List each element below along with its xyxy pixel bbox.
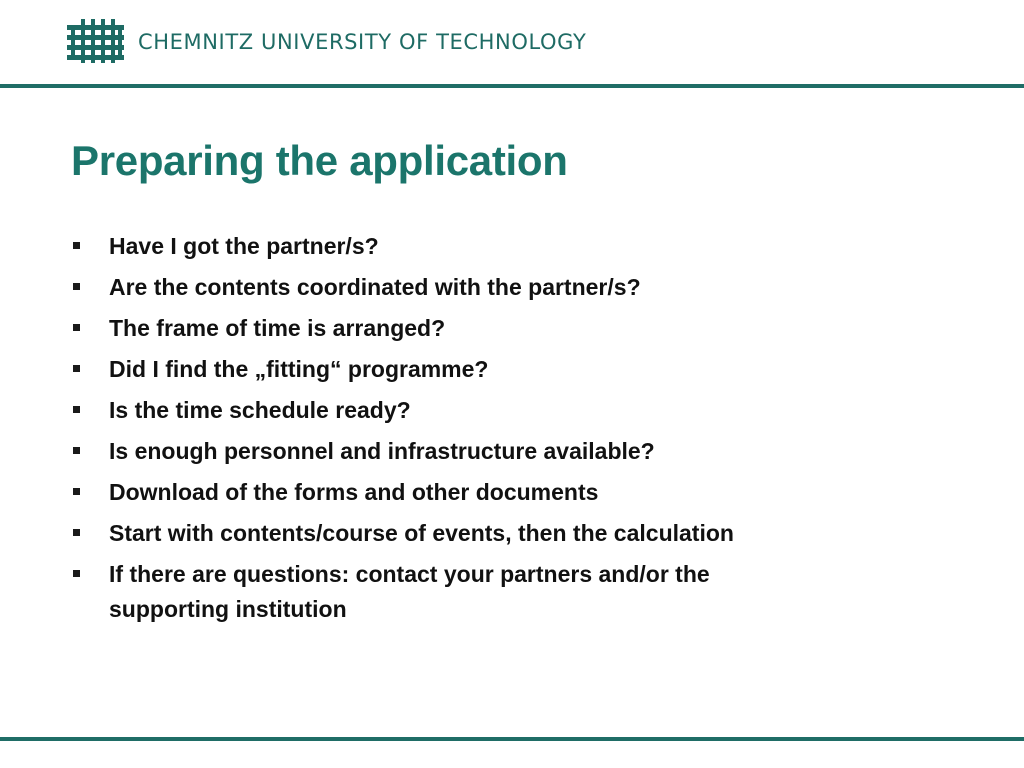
list-item-text: Is the time schedule ready?	[109, 397, 411, 423]
list-item	[70, 270, 830, 305]
square-bullet-icon	[73, 488, 80, 495]
list-item	[70, 311, 830, 346]
square-bullet-icon	[73, 324, 80, 331]
list-item-text: The frame of time is arranged?	[109, 315, 446, 341]
list-item-text: Did I find the „fitting“ programme?	[109, 356, 489, 382]
list-item-text: Start with contents/course of events, then the calculation	[109, 520, 734, 546]
list-item	[70, 557, 830, 627]
header-bar	[0, 0, 1024, 88]
square-bullet-icon	[73, 242, 80, 249]
bullet-list	[70, 229, 830, 633]
list-item	[70, 516, 830, 551]
list-item	[70, 475, 830, 510]
university-building-grid-icon	[67, 19, 124, 63]
list-item-text: Download of the forms and other documents	[109, 479, 599, 505]
list-item-text: If there are questions: contact your partners and/or the supporting institution	[109, 561, 710, 622]
square-bullet-icon	[73, 447, 80, 454]
square-bullet-icon	[73, 529, 80, 536]
square-bullet-icon	[73, 365, 80, 372]
university-name: CHEMNITZ UNIVERSITY OF TECHNOLOGY	[138, 30, 587, 54]
square-bullet-icon	[73, 570, 80, 577]
list-item	[70, 352, 830, 387]
slide-title: Preparing the application	[71, 137, 568, 184]
square-bullet-icon	[73, 406, 80, 413]
list-item-text: Is enough personnel and infrastructure available?	[109, 438, 655, 464]
list-item-text: Have I got the partner/s?	[109, 233, 379, 259]
list-item	[70, 434, 830, 469]
list-item	[70, 393, 830, 428]
list-item-text: Are the contents coordinated with the partner/s?	[109, 274, 641, 300]
header-divider	[0, 84, 1024, 88]
list-item	[70, 229, 830, 264]
square-bullet-icon	[73, 283, 80, 290]
footer-divider	[0, 737, 1024, 741]
